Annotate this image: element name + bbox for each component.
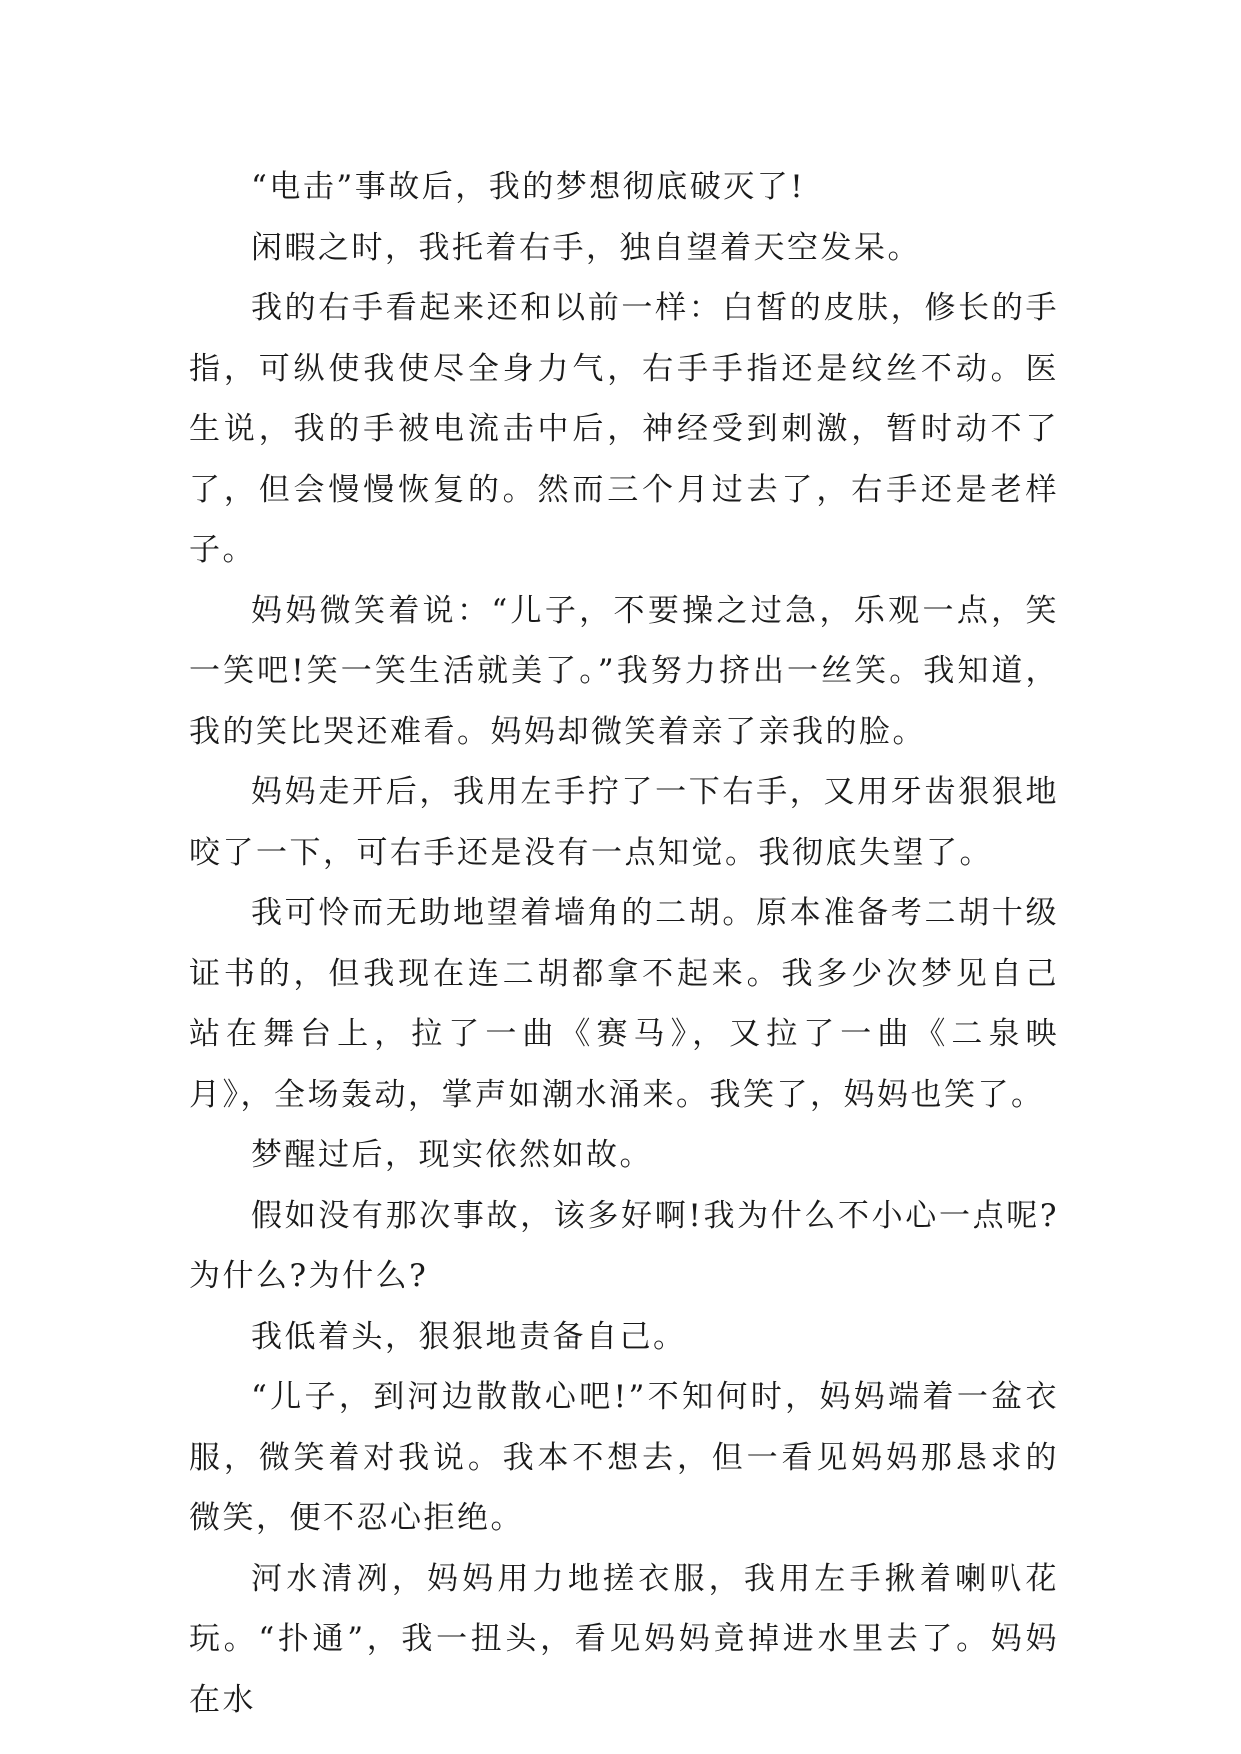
paragraph: 我低着头，狠狠地责备自己。 (251, 1318, 687, 1355)
story-body (189, 157, 1059, 1730)
paragraph: 我的右手看起来还和以前一样：白皙的皮肤，修长的手指，可纵使我使尽全身力气，右手手指还是纹丝不动。医生说，我的手被电流击中后，神经受到刺激，暂时动不了了，但会慢慢恢复的。然而三个月过去了，右手还是老样子。 (189, 290, 1059, 568)
paragraph: 假如没有那次事故，该多好啊!我为什么不小心一点呢?为什么?为什么? (189, 1197, 1059, 1294)
paragraph: 梦醒过后，现实依然如故。 (251, 1137, 653, 1173)
paragraph: 我可怜而无助地望着墙角的二胡。原本准备考二胡十级证书的，但我现在连二胡都拿不起来。我多少次梦见自己站在舞台上，拉了一曲《赛马》，又拉了一曲《二泉映月》，全场轰动，掌声如潮水涌来。我笑了，妈妈也笑了。 (189, 895, 1059, 1113)
paragraph: 河水清冽，妈妈用力地搓衣服，我用左手揪着喇叭花玩。“扑通”，我一扭头，看见妈妈竟掉进水里去了。妈妈在水 (189, 1560, 1059, 1718)
paragraph: “电击”事故后，我的梦想彻底破灭了! (251, 169, 806, 205)
paragraph: “儿子，到河边散散心吧!”不知何时，妈妈端着一盆衣服，微笑着对我说。我本不想去，但一看见妈妈那恳求的微笑，便不忍心拒绝。 (189, 1379, 1059, 1536)
paragraph: 闲暇之时，我托着右手，独自望着天空发呆。 (251, 229, 921, 266)
paragraph: 妈妈走开后，我用左手拧了一下右手，又用牙齿狠狠地咬了一下，可右手还是没有一点知觉。我彻底失望了。 (189, 774, 1059, 871)
paragraph: 妈妈微笑着说：“儿子，不要操之过急，乐观一点，笑一笑吧!笑一笑生活就美了。”我努力挤出一丝笑。我知道，我的笑比哭还难看。妈妈却微笑着亲了亲我的脸。 (189, 592, 1059, 750)
